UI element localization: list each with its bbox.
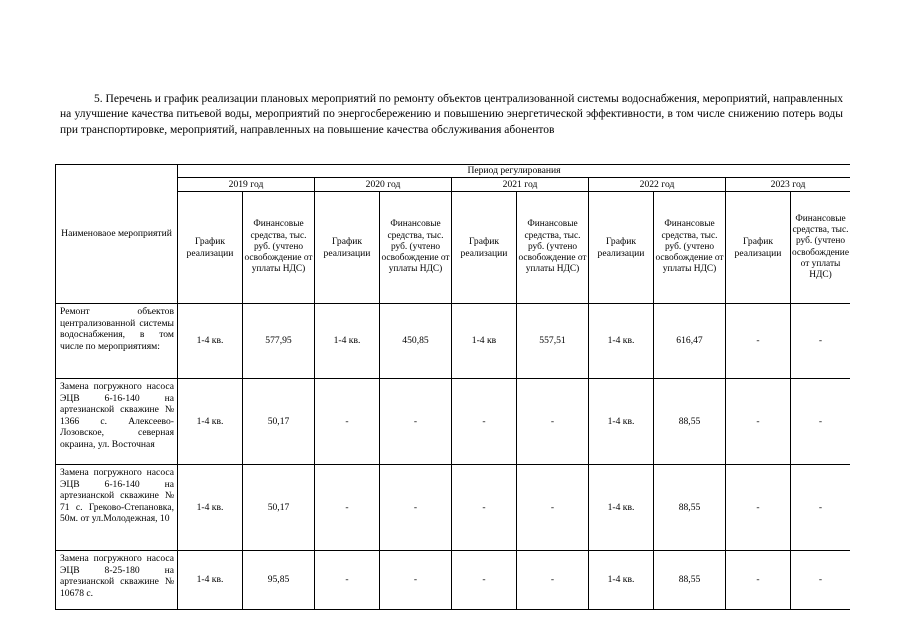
row-name: Замена погружного насоса ЭЦВ 6-16-140 на артезианской скважине № 1366 с. Алексеево-Лозовское, северная окраина, ул. Восточная [56, 379, 178, 465]
table-cell: - [726, 379, 791, 465]
schedule-header-2021: График реализации [452, 192, 517, 304]
finance-header-2019: Финансовые средства, тыс. руб. (учтено освобождение от уплаты НДС) [243, 192, 315, 304]
year-header-2019: 2019 год [178, 178, 315, 192]
schedule-header-2023: График реализации [726, 192, 791, 304]
finance-header-2023: Финансовые средства, тыс. руб. (учтено освобождение от уплаты НДС) [791, 192, 851, 304]
table-cell: 1-4 кв. [178, 551, 243, 610]
table-cell: 88,55 [654, 551, 726, 610]
table-cell: - [726, 465, 791, 551]
table-cell: 616,47 [654, 304, 726, 379]
table-row [56, 551, 851, 610]
table-cell: - [726, 304, 791, 379]
table-cell: - [517, 379, 589, 465]
table-cell: 1-4 кв. [589, 551, 654, 610]
year-header-2023: 2023 год [726, 178, 851, 192]
year-header-2020: 2020 год [315, 178, 452, 192]
schedule-header-2022: График реализации [589, 192, 654, 304]
table-cell: 50,17 [243, 379, 315, 465]
table-row [56, 379, 851, 465]
table-cell: - [452, 551, 517, 610]
table-cell: 577,95 [243, 304, 315, 379]
section-heading-text: 5. Перечень и график реализации плановых мероприятий по ремонту объектов централизованной системы водоснабжения, мероприятий, направленных на улучшение качества питьевой воды, мероприятий по энергосбережению и повышению энергетической эффективности, в том числе снижению потерь воды при транспортировке, мероприятий, направленных на повышение качества обслуживания абонентов [60, 93, 843, 136]
table-cell: - [517, 465, 589, 551]
schedule-header-2019: График реализации [178, 192, 243, 304]
table-cell: - [315, 379, 380, 465]
table-row [56, 465, 851, 551]
period-header: Период регулирования [178, 165, 851, 178]
table-cell: - [380, 465, 452, 551]
table-cell: - [315, 465, 380, 551]
table-cell: 1-4 кв. [589, 304, 654, 379]
schedule-table-container [55, 164, 850, 640]
table-cell: - [517, 551, 589, 610]
table-cell: 1-4 кв. [589, 379, 654, 465]
year-header-2021: 2021 год [452, 178, 589, 192]
table-cell: 1-4 кв. [178, 304, 243, 379]
table-cell: - [791, 379, 851, 465]
schedule-header-2020: График реализации [315, 192, 380, 304]
table-cell: 557,51 [517, 304, 589, 379]
section-heading [60, 92, 843, 138]
table-cell: - [452, 465, 517, 551]
table-cell: 1-4 кв. [589, 465, 654, 551]
table-cell: 1-4 кв [452, 304, 517, 379]
table-cell: - [726, 551, 791, 610]
table-row [56, 304, 851, 379]
table-cell: 50,17 [243, 465, 315, 551]
table-cell: 1-4 кв. [178, 465, 243, 551]
table-cell: - [315, 551, 380, 610]
table-cell: 1-4 кв. [315, 304, 380, 379]
table-cell: 88,55 [654, 379, 726, 465]
table-cell: - [452, 379, 517, 465]
table-cell: 450,85 [380, 304, 452, 379]
table-cell: - [791, 304, 851, 379]
table-cell: 1-4 кв. [178, 379, 243, 465]
finance-header-2020: Финансовые средства, тыс. руб. (учтено освобождение от уплаты НДС) [380, 192, 452, 304]
finance-header-2021: Финансовые средства, тыс. руб. (учтено освобождение от уплаты НДС) [517, 192, 589, 304]
table-cell: - [380, 379, 452, 465]
row-name: Замена погружного насоса ЭЦВ 8-25-180 на артезианской скважине № 10678 с. [56, 551, 178, 610]
year-header-2022: 2022 год [589, 178, 726, 192]
table-cell: - [791, 465, 851, 551]
name-column-header: Наименоваое мероприятий [56, 165, 178, 304]
finance-header-2022: Финансовые средства, тыс. руб. (учтено освобождение от уплаты НДС) [654, 192, 726, 304]
table-cell: 88,55 [654, 465, 726, 551]
schedule-table [55, 164, 850, 610]
row-name: Замена погружного насоса ЭЦВ 6-16-140 на артезианской скважине № 71 с. Греково-Степановка, 50м. от ул.Молодежная, 10 [56, 465, 178, 551]
table-cell: - [380, 551, 452, 610]
row-name: Ремонт объектов централизованной системы водоснабжения, в том числе по мероприятиям: [56, 304, 178, 379]
table-cell: - [791, 551, 851, 610]
table-cell: 95,85 [243, 551, 315, 610]
